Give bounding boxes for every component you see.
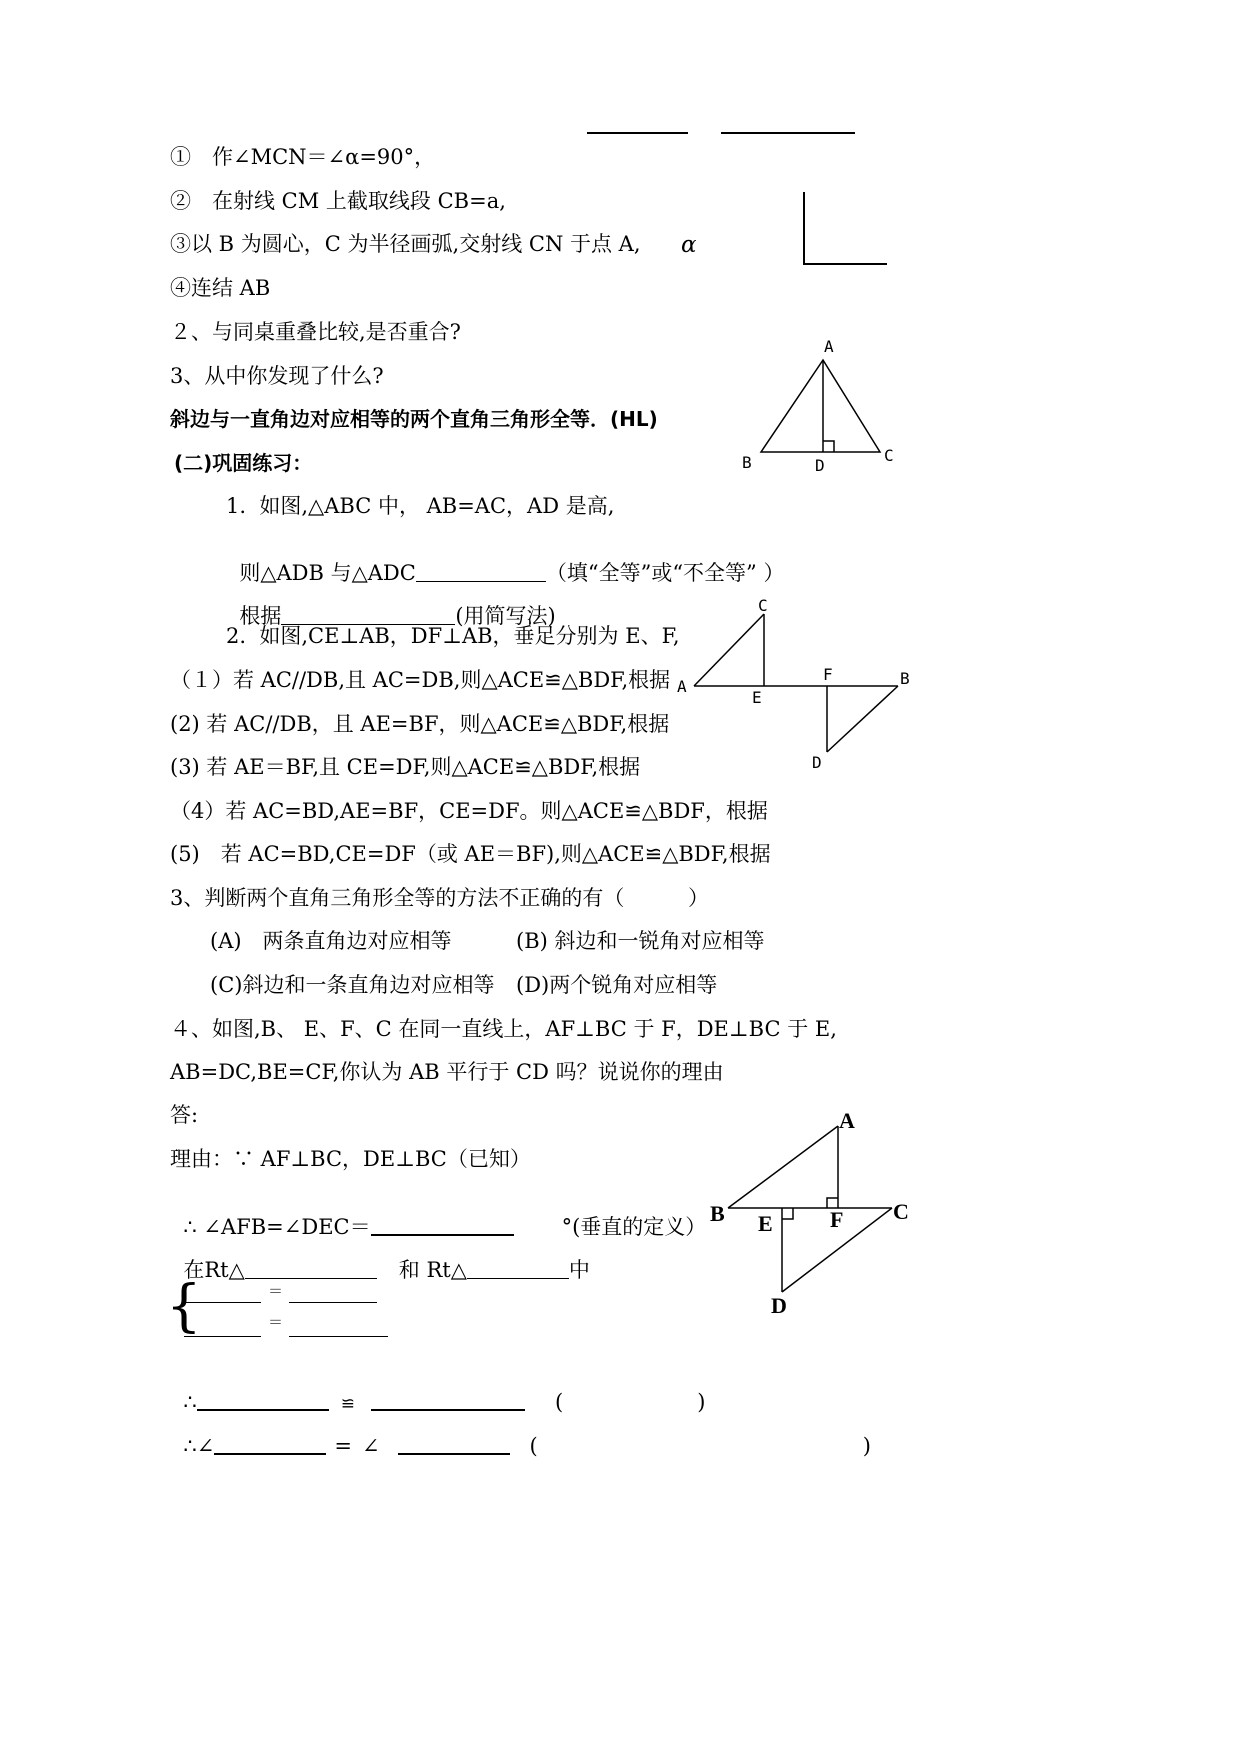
ex3-option-d[interactable]: (D)两个锐角对应相等 — [516, 973, 718, 997]
blank-top-2[interactable] — [721, 132, 855, 134]
question-3: 3、从中你发现了什么? — [170, 364, 384, 388]
ex4-rt-text-2: 和 Rt△ — [398, 1258, 467, 1282]
equals-symbol: = — [334, 1434, 352, 1458]
alpha-symbol: α — [681, 232, 697, 258]
ex2-label-e: E — [752, 688, 762, 707]
ex4-answer-label: 答: — [170, 1103, 199, 1127]
ex4-triangle-blank-1[interactable] — [197, 1389, 329, 1411]
ex4-rt-text-1: 在Rt△ — [183, 1258, 245, 1282]
ex2-label-f: F — [823, 665, 833, 684]
ex2-label-a: A — [677, 677, 687, 696]
ex2-case-3: (3) 若 AE＝BF,且 CE=DF,则△ACE≌△BDF,根据 — [170, 755, 641, 779]
step-4: ④连结 AB — [170, 276, 271, 300]
tri-label-a: A — [824, 337, 834, 356]
ex1-line3 — [226, 583, 556, 627]
step-2: ② 在射线 CM 上截取线段 CB=a, — [170, 189, 506, 213]
ex1-line3-text: 根据 — [239, 604, 282, 628]
ex1-answer-blank[interactable] — [416, 561, 546, 582]
ex4-reason: 理由：∵ AF⊥BC，DE⊥BC（已知） — [170, 1147, 531, 1171]
ex4-therefore-3 — [170, 1412, 871, 1457]
brace-blank-2a[interactable] — [184, 1336, 261, 1337]
ex1-line1: 1. 如图,△ABC 中， AB=AC，AD 是高, — [226, 494, 615, 518]
ex1-line2 — [226, 540, 784, 584]
ex2-line0: 2. 如图,CE⊥AB，DF⊥AB，垂足分别为 E、F, — [226, 624, 680, 648]
paren-open-1: ( — [554, 1390, 564, 1414]
brace-blank-1a[interactable] — [184, 1302, 261, 1303]
angle-symbol: ∠ — [361, 1434, 380, 1458]
ex1-line2-text: 则△ADB 与△ADC — [239, 561, 416, 585]
ex3-question-end: ） — [688, 886, 709, 910]
ex4-therefore-1-reason: °(垂直的定义） — [561, 1215, 707, 1239]
hl-conclusion: 斜边与一直角边对应相等的两个直角三角形全等．(HL) — [170, 407, 658, 431]
ex4-rt-line — [170, 1237, 590, 1281]
ex2-case-5: (5) 若 AC=BD,CE=DF（或 AE＝BF),则△ACE≌△BDF,根据 — [170, 842, 771, 866]
step-1: ① 作∠MCN＝∠α=90°， — [170, 145, 436, 169]
ex4-rt-blank-2[interactable] — [467, 1258, 569, 1279]
ex2-label-c: C — [758, 596, 768, 615]
ex2-case-2: (2) 若 AC//DB，且 AE=BF，则△ACE≌△BDF,根据 — [170, 712, 670, 736]
ex4-label-f: F — [830, 1207, 844, 1232]
ex2-case-4: （4）若 AC=BD,AE=BF，CE=DF。则△ACE≌△BDF，根据 — [170, 799, 768, 823]
ex2-label-d: D — [812, 753, 822, 772]
ex2-case-1: （１）若 AC//DB,且 AC=DB,则△ACE≌△BDF,根据 — [170, 668, 671, 692]
ex1-basis-blank[interactable] — [281, 604, 455, 625]
ex4-label-e: E — [758, 1211, 773, 1236]
blank-top-1[interactable] — [587, 132, 688, 134]
brace-blank-1b[interactable] — [289, 1302, 377, 1303]
ex4-therefore-2 — [170, 1368, 705, 1413]
practice-title: (二)巩固练习： — [174, 451, 313, 475]
ex1-line3-hint: (用简写法) — [455, 604, 556, 628]
ex4-angle-name-blank-1[interactable] — [214, 1433, 326, 1455]
ex4-label-c: C — [893, 1199, 909, 1224]
ex4-angle-name-blank-2[interactable] — [398, 1433, 510, 1455]
therefore-angle-symbol: ∴∠ — [183, 1434, 215, 1458]
therefore-symbol: ∴ — [183, 1390, 197, 1414]
ex4-therefore-1-text: ∴ ∠AFB=∠DEC＝ — [183, 1215, 371, 1239]
left-brace: { — [166, 1274, 202, 1339]
paren-close-2: ) — [862, 1434, 871, 1458]
ex1-line2-hint: （填“全等”或“不全等” ） — [545, 561, 785, 585]
brace-blank-2b[interactable] — [289, 1336, 388, 1337]
brace-eq-1: ＝ — [268, 1282, 284, 1300]
tri-label-c: C — [884, 446, 894, 465]
ex2-label-b: B — [900, 669, 910, 688]
paren-open-2: ( — [529, 1434, 538, 1458]
paren-close-1: ) — [697, 1390, 706, 1414]
ex4-label-d: D — [771, 1293, 787, 1318]
ex4-rt-text-3: 中 — [568, 1258, 590, 1282]
ex4-angle-blank[interactable] — [371, 1214, 514, 1236]
brace-eq-2: ＝ — [268, 1313, 284, 1331]
ex4-rt-blank-1[interactable] — [245, 1258, 377, 1279]
ex4-line1: ４、如图,B、 E、F、C 在同一直线上，AF⊥BC 于 F，DE⊥BC 于 E, — [170, 1017, 837, 1041]
ex4-line2: AB=DC,BE=CF,你认为 AB 平行于 CD 吗？说说你的理由 — [170, 1060, 724, 1084]
question-2: ２、与同桌重叠比较,是否重合? — [170, 320, 461, 344]
congruent-symbol: ≌ — [340, 1394, 355, 1414]
ex3-option-b[interactable]: (B) 斜边和一锐角对应相等 — [516, 929, 765, 953]
tri-label-d: D — [815, 456, 825, 475]
ex4-label-b: B — [710, 1201, 725, 1226]
ex4-therefore-1 — [170, 1193, 706, 1238]
tri-label-b: B — [742, 453, 752, 472]
ex4-label-a: A — [839, 1108, 855, 1133]
ex3-option-a[interactable]: (A) 两条直角边对应相等 — [210, 929, 452, 953]
ex4-triangle-blank-2[interactable] — [371, 1389, 525, 1411]
step-3: ③以 B 为圆心，C 为半径画弧,交射线 CN 于点 A, — [170, 232, 641, 256]
ex3-question: 3、判断两个直角三角形全等的方法不正确的有（ — [170, 886, 625, 910]
ex3-option-c[interactable]: (C)斜边和一条直角边对应相等 — [210, 973, 495, 997]
